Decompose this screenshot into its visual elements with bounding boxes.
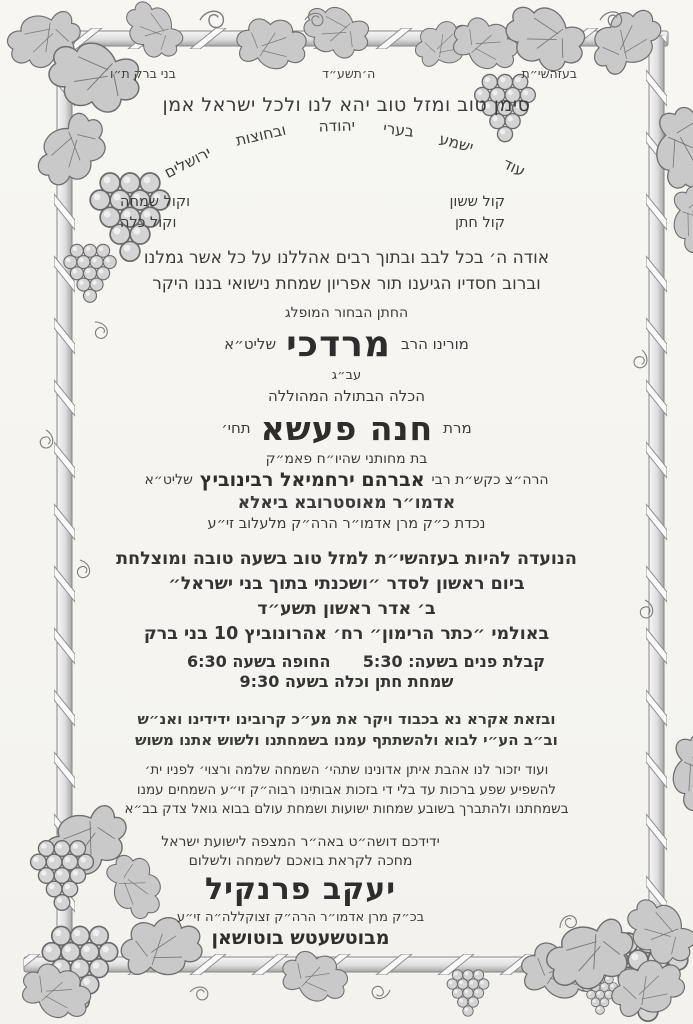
- siman-tov-line: סימן טוב ומזל טוב יהא לנו ולכל ישראל אמן: [162, 94, 531, 116]
- arc-word-6: ירושלים: [161, 143, 215, 182]
- bride-suffix: תחי׳: [221, 419, 251, 437]
- bride-prefix: מרת: [443, 419, 472, 437]
- signature-line-2: מחכה לקראת בואכם לשמחה ולשלום: [188, 852, 413, 869]
- arc-word-4: יהודה: [318, 116, 356, 136]
- kol-chatan: קול חתן: [454, 215, 505, 231]
- bless-line-3: בשמחתנו ולהתברך בשובע שמחות ישועות ושמחת עולם בבוא גואל צדק בב״א: [124, 801, 569, 817]
- arc-blessing: [95, 116, 598, 192]
- thanksgiving-paragraph: [95, 245, 598, 297]
- groom-name: מרדכי: [286, 323, 391, 365]
- father-title: אדמו״ר מאוסטרובא ביאלא: [237, 493, 456, 513]
- father-name: אברהם ירחמיאל רבינוביץ: [199, 469, 425, 491]
- signature-name: יעקב פרנקיל: [204, 871, 397, 907]
- invite-line-2: וב״ב הע״י לבוא ולהשתתף עמנו בשמחתנו ולשוש אתנו משוש: [135, 731, 558, 749]
- kol-sasson: קול ששון: [449, 194, 505, 210]
- kol-row-2: [95, 213, 598, 234]
- invitation-text: [95, 60, 598, 984]
- bless-line-2: להשפיע שפע ברכות עד בלי די בזכות אבותינו רבוה״ק זי״ע השמחים עמנו: [136, 781, 557, 798]
- groom-intro: החתן הבחור המופלג: [284, 305, 409, 321]
- signature-dynasty: מבוטשעטש בוטושאן: [211, 926, 390, 949]
- father-suffix: שליט״א: [144, 472, 193, 488]
- avg-abbrev: עב״ג: [331, 368, 362, 383]
- bride-father-line: [95, 468, 598, 492]
- event-line-1: הנועדה להיות בעזהשי״ת למזל טוב בשעה טובה ומוצלחת: [116, 549, 577, 569]
- groom-suffix: שליט״א: [224, 335, 277, 353]
- event-date: ב׳ אדר ראשון תשע״ד: [257, 599, 436, 619]
- ode-line-1: אודה ה׳ בכל לבב ובתוך רבים אהללנו על כל אשר גמלנו: [143, 248, 550, 268]
- event-block: [95, 547, 598, 647]
- kol-kallah: וקול כלה: [120, 215, 177, 231]
- bless-line-1: ועוד יזכור לנו אהבת איתן אדונינו שתהי׳ השמחה שלמה ורצוי׳ לפניו ית׳: [144, 762, 549, 778]
- signature-block: [49, 833, 552, 950]
- signature-line-1: ידידכם דושה״ט באה״ר המצפה לישועת ישראל: [161, 833, 440, 850]
- times-row: [95, 652, 598, 672]
- event-venue: באולמי ״כתר הרימון״ רח׳ אהרונוביץ 10 בני ברק: [143, 624, 550, 644]
- invite-line-1: ובזאת אקרא נא בכבוד ויקר את מע״כ קרובינו ידידינו ואנ״ש: [137, 710, 556, 728]
- header-row: [95, 66, 598, 81]
- ode-line-2: וברוב חסדיו הגיענו תור אפריון שמחת נישואי בננו היקר: [152, 274, 541, 294]
- arc-word-1: עוד: [500, 154, 529, 181]
- time-dance: שמחת חתן וכלה בשעה 9:30: [239, 672, 454, 691]
- arc-word-2: ישמע: [437, 129, 476, 157]
- bride-name-line: [95, 406, 598, 450]
- bride-intro: הכלה הבתולה המהוללה: [267, 387, 426, 405]
- time-reception: קבלת פנים בשעה: 5:30: [362, 652, 545, 671]
- invitation-paragraph: [95, 709, 598, 751]
- bride-father-intro: בת מחותני שהיו״ח פאמ״ק: [265, 451, 428, 467]
- header-year: ה׳תשע״ד: [322, 66, 376, 81]
- blessing-paragraph: [95, 761, 598, 820]
- father-prefix: הרה״צ כקש״ת רבי: [431, 472, 549, 488]
- arc-word-5: ובחוצות: [233, 120, 288, 150]
- kol-simcha: וקול שמחה: [120, 194, 191, 210]
- arc-word-3: בערי: [382, 119, 416, 141]
- bride-name: חנה פעשא: [260, 408, 434, 448]
- header-city: בני ברק ת״ו: [110, 66, 176, 81]
- header-bsd: בעזהשי״ת: [521, 66, 577, 81]
- groom-name-line: [95, 322, 598, 366]
- event-line-2: ביום ראשון לסדר ״ושכנתי בתוך בני ישראל״: [168, 574, 525, 594]
- time-chuppah: החופה בשעה 6:30: [187, 652, 331, 671]
- bride-lineage: נכדת כ״ק מרן אדמו״ר הרה״ק מלעלוב זי״ע: [207, 516, 486, 532]
- signature-lineage: בכ״ק מרן אדמו״ר הרה״ק זצוקללה״ה זי״ע: [176, 909, 425, 925]
- kol-row-1: [95, 192, 598, 213]
- groom-prefix: מורינו הרב: [400, 335, 469, 353]
